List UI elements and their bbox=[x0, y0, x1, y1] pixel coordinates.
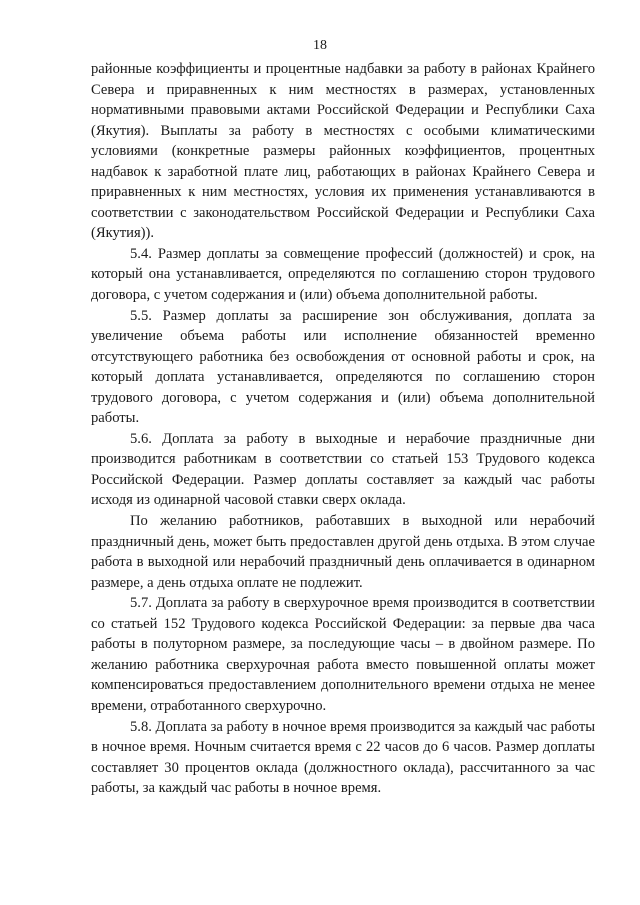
paragraph-day-off: По желанию работников, работавших в выходной или нерабочий праздничный день, может быть предоставлен другой день отдыха. В этом случае работа в выходной или нерабочий праздничный день оплачивается в одинарном размере, а день отдыха оплате не подлежит. bbox=[91, 513, 595, 591]
paragraph-5-5: 5.5. Размер доплаты за расширение зон обслуживания, доплата за увеличение объема работы или исполнение обязанностей временно отсутствующего работника без освобождения от основной работы и срок, на который доплата устанавливается, определяются по соглашению сторон трудового договора, с учетом содержания и (или) объема дополнительной работы. bbox=[91, 307, 595, 427]
paragraph-5-4: 5.4. Размер доплаты за совмещение профессий (должностей) и срок, на который она устанавливается, определяются по соглашению сторон трудового договора, с учетом содержания и (или) объема дополнительной работы. bbox=[91, 245, 595, 304]
paragraph-5-6: 5.6. Доплата за работу в выходные и нерабочие праздничные дни производится работникам в соответствии со статьей 153 Трудового кодекса Российской Федерации. Размер доплаты составляет за каждый час работы исходя из одинарной часовой ставки сверх оклада. bbox=[91, 430, 595, 509]
paragraph-5-8: 5.8. Доплата за работу в ночное время производится за каждый час работы в ночное время. Ночным считается время с 22 часов до 6 часов. Размер доплаты составляет 30 процентов оклада (должностного оклада), рассчитанного за час работы, за каждый час работы в ночное время. bbox=[91, 718, 595, 797]
document-body bbox=[91, 59, 595, 799]
page-number: 18 bbox=[313, 38, 327, 53]
paragraph-regional-coefficients: районные коэффициенты и процентные надбавки за работу в районах Крайнего Севера и приравненных к ним местностях в размерах, установленных нормативными правовыми актами Российской Федерации и Республики Саха (Якутия). Выплаты за работу в местностях с особыми климатическими условиями (конкретные размеры районных коэффициентов, процентных надбавок к заработной плате лиц, работающих в районах Крайнего Севера и приравненных к ним местностях, условия их применения устанавливаются в соответствии с законодательством Российской Федерации и Республики Саха (Якутия)). bbox=[91, 61, 595, 242]
paragraph-5-7: 5.7. Доплата за работу в сверхурочное время производится в соответствии со статьей 152 Трудового кодекса Российской Федерации: за первые два часа работы в полуторном размере, за последующие часы – в двойном размере. По желанию работника сверхурочная работа вместо повышенной оплаты может компенсироваться предоставлением дополнительного времени отдыха не менее времени, отработанного сверхурочно. bbox=[91, 595, 595, 714]
